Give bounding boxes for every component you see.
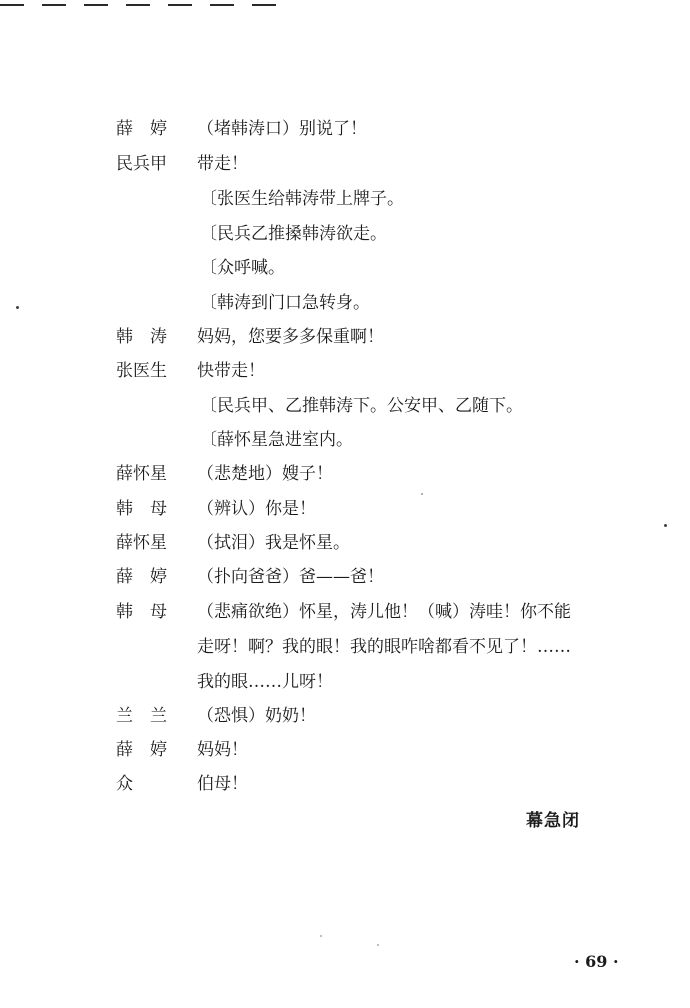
speaker-name: 薛怀星 bbox=[116, 533, 167, 553]
dialogue-line bbox=[0, 149, 690, 179]
dialogue-text: （扑向爸爸）爸——爸！ bbox=[197, 567, 384, 587]
dialogue-text: （堵韩涛口）别说了！ bbox=[197, 119, 367, 139]
dialogue-text: 带走！ bbox=[197, 154, 248, 174]
scan-speck bbox=[377, 944, 379, 946]
dialogue-line bbox=[0, 322, 690, 352]
stage-direction-text: 〔张医生给韩涛带上牌子。 bbox=[200, 189, 404, 209]
dialogue-text: （悲楚地）嫂子！ bbox=[197, 464, 333, 484]
speaker-name: 韩 母 bbox=[116, 602, 167, 622]
dialogue-continuation bbox=[0, 632, 690, 662]
dialogue-text: 妈妈，您要多多保重啊！ bbox=[197, 327, 384, 347]
speaker-name: 韩 母 bbox=[116, 499, 167, 519]
curtain-close-direction: 幕急闭 bbox=[526, 811, 580, 831]
dialogue-line bbox=[0, 528, 690, 558]
dialogue-line bbox=[0, 494, 690, 524]
dialogue-text: （拭泪）我是怀星。 bbox=[197, 533, 350, 553]
dialogue-line bbox=[0, 459, 690, 489]
stage-direction-text: 〔众呼喊。 bbox=[200, 258, 285, 278]
stage-direction bbox=[0, 288, 690, 318]
speaker-name: 薛 婷 bbox=[116, 740, 167, 760]
dialogue-line bbox=[0, 562, 690, 592]
stage-direction-text: 〔薛怀星急进室内。 bbox=[200, 430, 353, 450]
scan-speck bbox=[664, 524, 667, 527]
scan-speck bbox=[320, 935, 322, 937]
page-number: · 69 · bbox=[574, 952, 619, 971]
scan-speck bbox=[16, 306, 19, 309]
dialogue-line bbox=[0, 356, 690, 386]
dialogue-text: 快带走！ bbox=[197, 361, 265, 381]
stage-direction bbox=[0, 253, 690, 283]
stage-direction-text: 〔民兵乙推搡韩涛欲走。 bbox=[200, 224, 387, 244]
scan-speck bbox=[421, 493, 423, 495]
dialogue-line bbox=[0, 597, 690, 627]
dialogue-line bbox=[0, 769, 690, 799]
dialogue-text: （悲痛欲绝）怀星，涛儿他！（喊）涛哇！你不能 bbox=[197, 602, 571, 622]
dialogue-line bbox=[0, 701, 690, 731]
stage-direction-text: 〔韩涛到门口急转身。 bbox=[200, 293, 370, 313]
dialogue-text: （恐惧）奶奶！ bbox=[197, 706, 316, 726]
speaker-name: 众 bbox=[116, 774, 133, 794]
dialogue-text: 伯母！ bbox=[197, 774, 248, 794]
speaker-name: 民兵甲 bbox=[116, 154, 167, 174]
stage-direction bbox=[0, 425, 690, 455]
dialogue-line bbox=[0, 735, 690, 765]
stage-direction bbox=[0, 184, 690, 214]
stage-direction bbox=[0, 391, 690, 421]
speaker-name: 兰 兰 bbox=[116, 706, 167, 726]
stage-direction bbox=[0, 219, 690, 249]
top-edge-dashes bbox=[0, 4, 276, 6]
dialogue-text: （辨认）你是！ bbox=[197, 499, 316, 519]
dialogue-text: 走呀！啊？我的眼！我的眼咋啥都看不见了！…… bbox=[197, 637, 571, 657]
dialogue-text: 妈妈！ bbox=[197, 740, 248, 760]
dialogue-line bbox=[0, 114, 690, 144]
dialogue-text: 我的眼……儿呀！ bbox=[197, 672, 333, 692]
dialogue-continuation bbox=[0, 667, 690, 697]
speaker-name: 韩 涛 bbox=[116, 327, 167, 347]
speaker-name: 张医生 bbox=[116, 361, 167, 381]
speaker-name: 薛 婷 bbox=[116, 119, 167, 139]
speaker-name: 薛 婷 bbox=[116, 567, 167, 587]
stage-direction-text: 〔民兵甲、乙推韩涛下。公安甲、乙随下。 bbox=[200, 396, 523, 416]
speaker-name: 薛怀星 bbox=[116, 464, 167, 484]
